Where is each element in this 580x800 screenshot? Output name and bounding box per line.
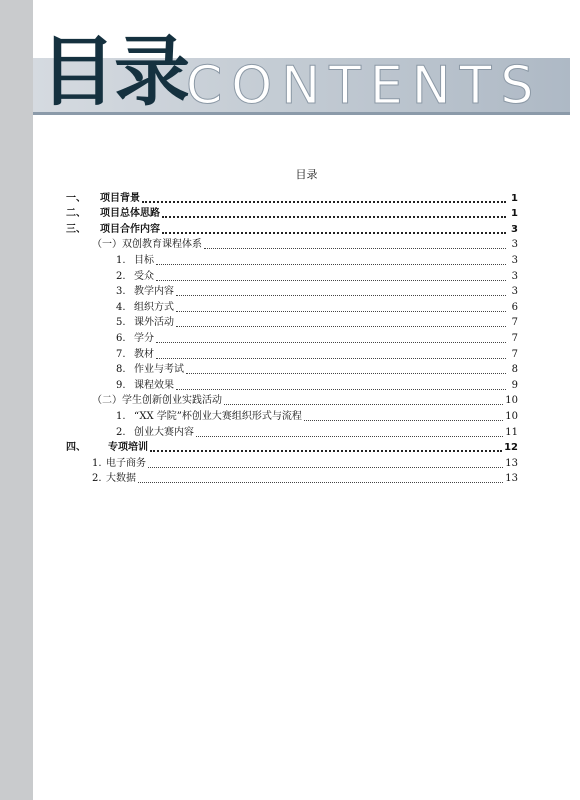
toc-entry-label: 课程效果 (134, 379, 174, 391)
toc-entry-label: 目标 (134, 254, 154, 266)
dot-leader (156, 280, 506, 281)
toc-entry-page: 10 (505, 410, 518, 422)
dot-leader (148, 467, 503, 468)
toc-entry-label: 作业与考试 (134, 364, 184, 376)
toc-entry-page: 12 (504, 442, 518, 454)
toc-entry-page: 13 (505, 473, 518, 485)
dot-leader (156, 342, 506, 343)
toc-entry[interactable] (66, 315, 518, 331)
toc-entry-page: 3 (511, 223, 518, 235)
toc-entry[interactable] (66, 190, 518, 206)
dot-leader (204, 248, 506, 249)
toc-entry-page: 11 (505, 426, 518, 438)
toc-entry[interactable] (66, 268, 518, 284)
toc-entry[interactable] (66, 299, 518, 315)
toc-entry-label: 项目总体思路 (100, 208, 160, 220)
toc-entry-label: 课外活动 (134, 317, 174, 329)
dot-leader (304, 420, 503, 421)
page-title-cn: 目录 (40, 27, 188, 116)
toc-entry-label: 电子商务 (106, 457, 146, 469)
dot-leader (138, 482, 503, 483)
toc-entry[interactable] (66, 252, 518, 268)
toc-entry-number: 5. (116, 317, 126, 329)
toc-entry-label: 教材 (134, 348, 154, 360)
toc-entry[interactable] (66, 221, 518, 237)
toc-entry-page: 13 (505, 457, 518, 469)
toc-entry[interactable] (66, 424, 518, 440)
toc-entry-page: 7 (511, 348, 518, 360)
toc-entry[interactable] (66, 455, 518, 471)
dot-leader (224, 404, 503, 405)
toc-entry-page: 3 (511, 270, 518, 282)
table-of-contents (66, 190, 518, 486)
toc-entry-label: 学分 (134, 332, 154, 344)
toc-entry-page: 3 (511, 239, 518, 251)
toc-entry-label: 项目背景 (100, 192, 140, 204)
dot-leader (156, 264, 506, 265)
dot-leader (162, 216, 506, 218)
dot-leader (150, 450, 502, 452)
toc-entry-page: 9 (511, 379, 518, 391)
toc-entry-page: 1 (511, 208, 518, 220)
toc-entry-page: 3 (511, 286, 518, 298)
dot-leader (142, 201, 506, 203)
dot-leader (196, 436, 503, 437)
toc-entry[interactable] (66, 237, 518, 253)
toc-entry-label: （二）学生创新创业实践活动 (92, 395, 222, 407)
toc-entry[interactable] (66, 440, 518, 456)
toc-entry-label: 组织方式 (134, 301, 174, 313)
toc-entry-label: 受众 (134, 270, 154, 282)
toc-entry-number: 4. (116, 301, 126, 313)
toc-heading: 目录 (295, 168, 318, 181)
toc-entry[interactable] (66, 362, 518, 378)
toc-entry-number: 1. (92, 457, 102, 469)
toc-entry-number: 7. (116, 348, 126, 360)
dot-leader (156, 358, 506, 359)
toc-entry-page: 3 (511, 254, 518, 266)
toc-entry-number: 2. (116, 270, 126, 282)
toc-entry-number: 二、 (66, 208, 86, 220)
toc-entry-page: 8 (511, 364, 518, 376)
toc-entry-number: 1. (116, 254, 126, 266)
toc-entry-page: 10 (505, 395, 518, 407)
toc-entry-number: 3. (116, 286, 126, 298)
toc-entry[interactable] (66, 206, 518, 222)
toc-entry-label: 专项培训 (108, 442, 148, 454)
toc-entry-number: 2. (92, 473, 102, 485)
toc-entry[interactable] (66, 377, 518, 393)
toc-entry-label: 大数据 (106, 473, 136, 485)
toc-entry[interactable] (66, 330, 518, 346)
toc-entry-number: 一、 (66, 192, 86, 204)
toc-entry-number: 9. (116, 379, 126, 391)
toc-entry-number: 6. (116, 332, 126, 344)
toc-entry-label: （一）双创教育课程体系 (92, 239, 202, 251)
toc-entry[interactable] (66, 471, 518, 487)
toc-entry-label: “XX 学院”杯创业大赛组织形式与流程 (134, 410, 302, 422)
toc-entry-number: 2. (116, 426, 126, 438)
page-title-en: CONTENTS (186, 56, 543, 116)
toc-entry-label: 教学内容 (134, 286, 174, 298)
toc-entry[interactable] (66, 346, 518, 362)
toc-entry-page: 6 (511, 301, 518, 313)
dot-leader (162, 232, 506, 234)
toc-entry-label: 创业大赛内容 (134, 426, 194, 438)
left-sidebar-strip (0, 0, 33, 800)
toc-entry-number: 三、 (66, 223, 86, 235)
dot-leader (176, 389, 506, 390)
toc-entry[interactable] (66, 284, 518, 300)
toc-entry[interactable] (66, 408, 518, 424)
toc-entry-page: 1 (511, 192, 518, 204)
toc-entry-label: 项目合作内容 (100, 223, 160, 235)
toc-entry-page: 7 (511, 317, 518, 329)
dot-leader (176, 295, 506, 296)
dot-leader (176, 311, 506, 312)
toc-entry-page: 7 (511, 332, 518, 344)
toc-entry[interactable] (66, 393, 518, 409)
dot-leader (186, 373, 506, 374)
toc-entry-number: 8. (116, 364, 126, 376)
dot-leader (176, 326, 506, 327)
toc-entry-number: 1. (116, 410, 126, 422)
toc-entry-number: 四、 (66, 442, 86, 454)
